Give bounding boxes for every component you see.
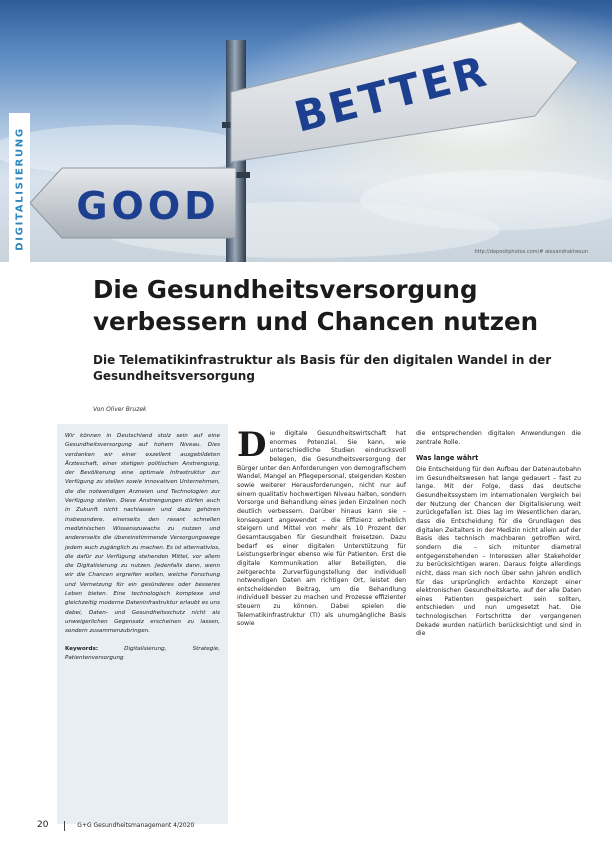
page-number: 20: [37, 820, 49, 830]
signpost-illustration: [0, 0, 612, 262]
section-heading: Was lange währt: [416, 454, 479, 463]
body-paragraph-3: Die Entscheidung für den Aufbau der Datenautobahn im Gesundheitswesen hat lange gedauert – fast zu lange. Mit der Folge, dass das deutsche Gesundheitssystem im internationalen Vergleich bei der Nutzung der Chancen der Digitalisierung weit zurückgefallen ist. Dies lag im Wesentlichen daran, dass die Entscheidung für die Grundlagen des digitalen Zeitalters in der Medizin nicht allein auf der Basis des technisch machbaren getroffen wird, sondern die – sich mitunter diametral entgegenstehenden – Interessen aller Stakeholder zu berücksichtigen waren. Daraus folgte allerdings nicht, dass man sich noch über sehn jahren endlich für das ursprünglich erdachte Konzept einer elektronischen Gesundheitskarte, auf der alle Daten eines Patienten gespeichert sein sollten, entschieden und nun umgesetzt hat. Die technologischen Fortschritte der vergangenen Dekade wurden natürlich berücksichtigt und sind in die: [416, 465, 581, 638]
photo-credit: http://depositphotos.com/# alexandrakhesun: [474, 249, 588, 255]
journal-name: G+G Gesundheitsmanagement 4/2020: [77, 822, 195, 829]
better-sign-text: BETTER: [289, 46, 494, 142]
body-column-1: [237, 425, 406, 629]
body-paragraph-1: ie digitale Gesundheitswirtschaft hat enormes Potenzial. Sie kann, wie unterschiedliche Studien eindrucksvoll belegen, die Gesundheitsversorgung der Bürger unter den Anforderungen von demografischem Wandel, Mangel an Pflegepersonal, steigenden Kosten sowie weiterer Herausforderungen, nicht nur auf einem qualitativ hochwertigen Niveau halten, sondern Vorsorge und Behandlung eines jeden Einzelnen noch deutlich verbessern. Darüber hinaus kann sie – konsequent angewendet – die Effizienz erheblich steigern und Mittel von mehr als 10 Prozent der Gesamtausgaben für Gesundheit freisetzen. Dazu bedarf es einer digitalen Unterstützung für Leistungserbringer ebenso wie für Patienten. Erst die digitale Kommunikation aller Beteiligten, die zeitgerechte Zurverfügungstellung der individuell notwendigen Daten am richtigen Ort, leistet den entscheidenden Beitrag, um die Behandlung individuell besser zu machen und Prozesse effizienter steuern zu können. Dabei spielen die Telematikinfrastruktur (TI) als unumgängliche Basis sowie: [237, 430, 406, 628]
abstract-text: Wir können in Deutschland stolz sein auf eine Gesundheitsversorgung auf hohem Niveau. Dies verdanken wir einer exzellent ausgebildeten Ärzteschaft, einer stetigen politischen Anstrengung, der Bevölkerung eine optimale Infrastruktur zur Verfügung zu stellen sowie innovativen Unternehmen, die die notwendigen Arzneien und Technologien zur Verfügung stellen. Diese Anstrengungen dürfen auch in Zukunft nicht nachlassen und dazu gehören insbesondere, einerseits den rasant schnellen medizinischen Wissenszuwachs zu nutzen und andererseits die übereinstimmende Versorgungswege jedem auch zugänglich zu machen. Es ist alternativlos, die dafür zur Verfügung stehenden Mittel, vor allem die Digitalisierung zu nutzen. Jedenfalls dann, wenn wir die Chancen ergreifen wollen, welche Forschung und Vernetzung für ein gesünderes oder besseres Leben bieten. Eine technologisch komplexe und gleichzeitig moderne Dateninfrastruktur erlaubt es uns dabei, Daten- und Gesundheitsschutz nicht als unweigerlichen Gegensatz erscheinen zu lassen, sondern zusammenzubringen.: [65, 433, 220, 635]
abstract-box: [57, 424, 228, 824]
footer-divider: [64, 821, 65, 831]
body-column-2: [416, 430, 581, 639]
article-subtitle: Die Telematikinfrastruktur als Basis für den digitalen Wandel in der Gesundheitsversorgung: [93, 353, 552, 383]
keywords-list: Digitalisierung, Strategie, Patientenversorgung: [65, 645, 220, 661]
section-label-text: DIGITALISIERUNG: [14, 127, 25, 251]
hero-image: [0, 0, 612, 262]
article-title: Die Gesundheitsversorgung verbessern und Chancen nutzen: [93, 275, 539, 336]
keywords-label: Keywords:: [65, 645, 99, 652]
body-paragraph-2: die entsprechenden digitalen Anwendungen die zentrale Rolle.: [416, 430, 581, 446]
abstract-keywords: [65, 645, 220, 664]
drop-cap: D: [237, 425, 267, 465]
good-sign-text: GOOD: [76, 184, 220, 228]
article-author: Von Oliver Bruzek: [93, 406, 147, 413]
page-footer: [37, 820, 194, 831]
section-label: [9, 113, 30, 265]
